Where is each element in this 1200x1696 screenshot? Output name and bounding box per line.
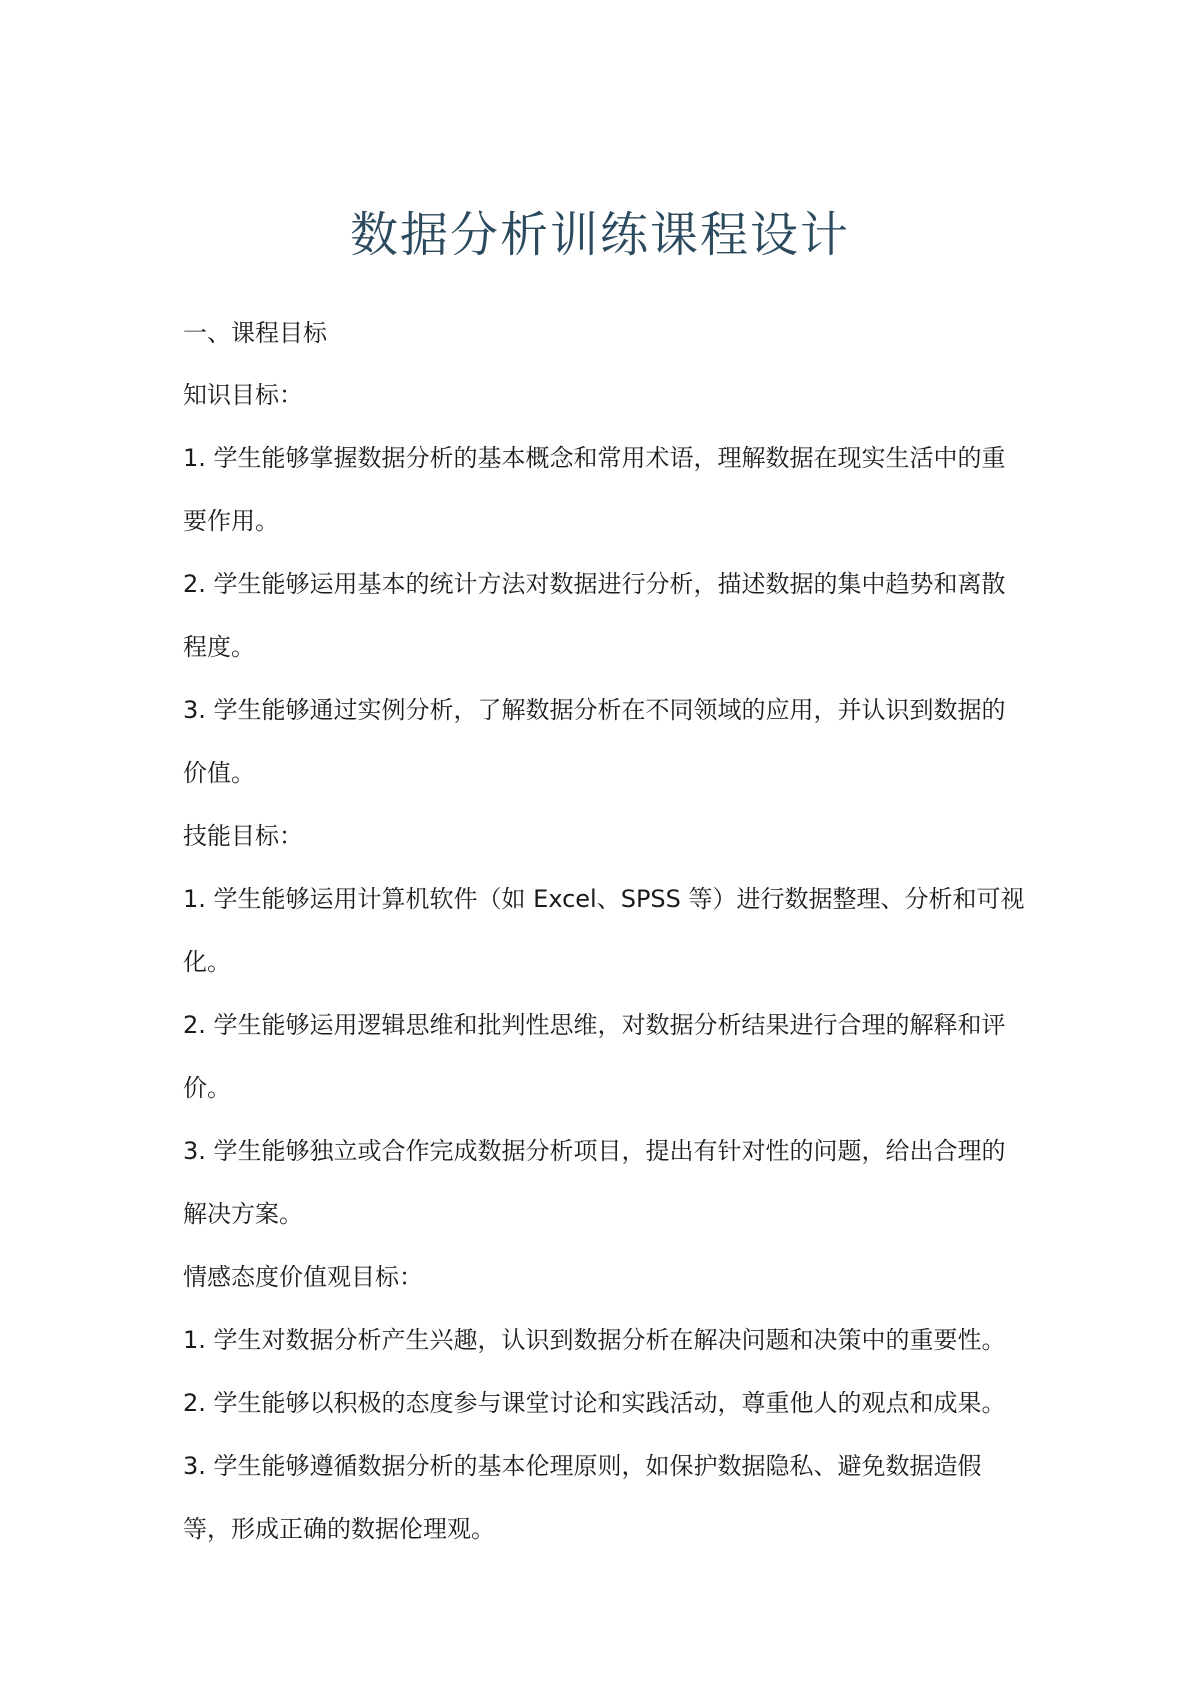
skill-goal-1-line-1: 1. 学生能够运用计算机软件（如 Excel、SPSS 等）进行数据整理、分析和可视 bbox=[183, 885, 1025, 913]
skill-goal-3-line-1: 3. 学生能够独立或合作完成数据分析项目，提出有针对性的问题，给出合理的 bbox=[183, 1137, 1006, 1165]
knowledge-goal-1-line-1: 1. 学生能够掌握数据分析的基本概念和常用术语，理解数据在现实生活中的重 bbox=[183, 444, 1006, 472]
skill-goal-3-line-2: 解决方案。 bbox=[183, 1200, 303, 1228]
skill-goal-1-line-2: 化。 bbox=[183, 948, 231, 976]
subheading-knowledge-goals: 知识目标： bbox=[183, 381, 303, 409]
attitude-goal-3-line-2: 等，形成正确的数据伦理观。 bbox=[183, 1515, 495, 1543]
knowledge-goal-3-line-2: 价值。 bbox=[183, 759, 255, 787]
knowledge-goal-2-line-2: 程度。 bbox=[183, 633, 255, 661]
subheading-attitude-goals: 情感态度价值观目标： bbox=[183, 1263, 423, 1291]
knowledge-goal-1-line-2: 要作用。 bbox=[183, 507, 279, 535]
knowledge-goal-3-line-1: 3. 学生能够通过实例分析，了解数据分析在不同领域的应用，并认识到数据的 bbox=[183, 696, 1006, 724]
section-heading-course-goals: 一、课程目标 bbox=[183, 319, 327, 347]
subheading-skill-goals: 技能目标： bbox=[183, 822, 303, 850]
knowledge-goal-2-line-1: 2. 学生能够运用基本的统计方法对数据进行分析，描述数据的集中趋势和离散 bbox=[183, 570, 1006, 598]
document-title: 数据分析训练课程设计 bbox=[349, 207, 850, 263]
attitude-goal-1: 1. 学生对数据分析产生兴趣，认识到数据分析在解决问题和决策中的重要性。 bbox=[183, 1326, 1006, 1354]
skill-goal-2-line-1: 2. 学生能够运用逻辑思维和批判性思维，对数据分析结果进行合理的解释和评 bbox=[183, 1011, 1006, 1039]
attitude-goal-2: 2. 学生能够以积极的态度参与课堂讨论和实践活动，尊重他人的观点和成果。 bbox=[183, 1389, 1006, 1417]
attitude-goal-3-line-1: 3. 学生能够遵循数据分析的基本伦理原则，如保护数据隐私、避免数据造假 bbox=[183, 1452, 982, 1480]
skill-goal-2-line-2: 价。 bbox=[183, 1074, 231, 1102]
